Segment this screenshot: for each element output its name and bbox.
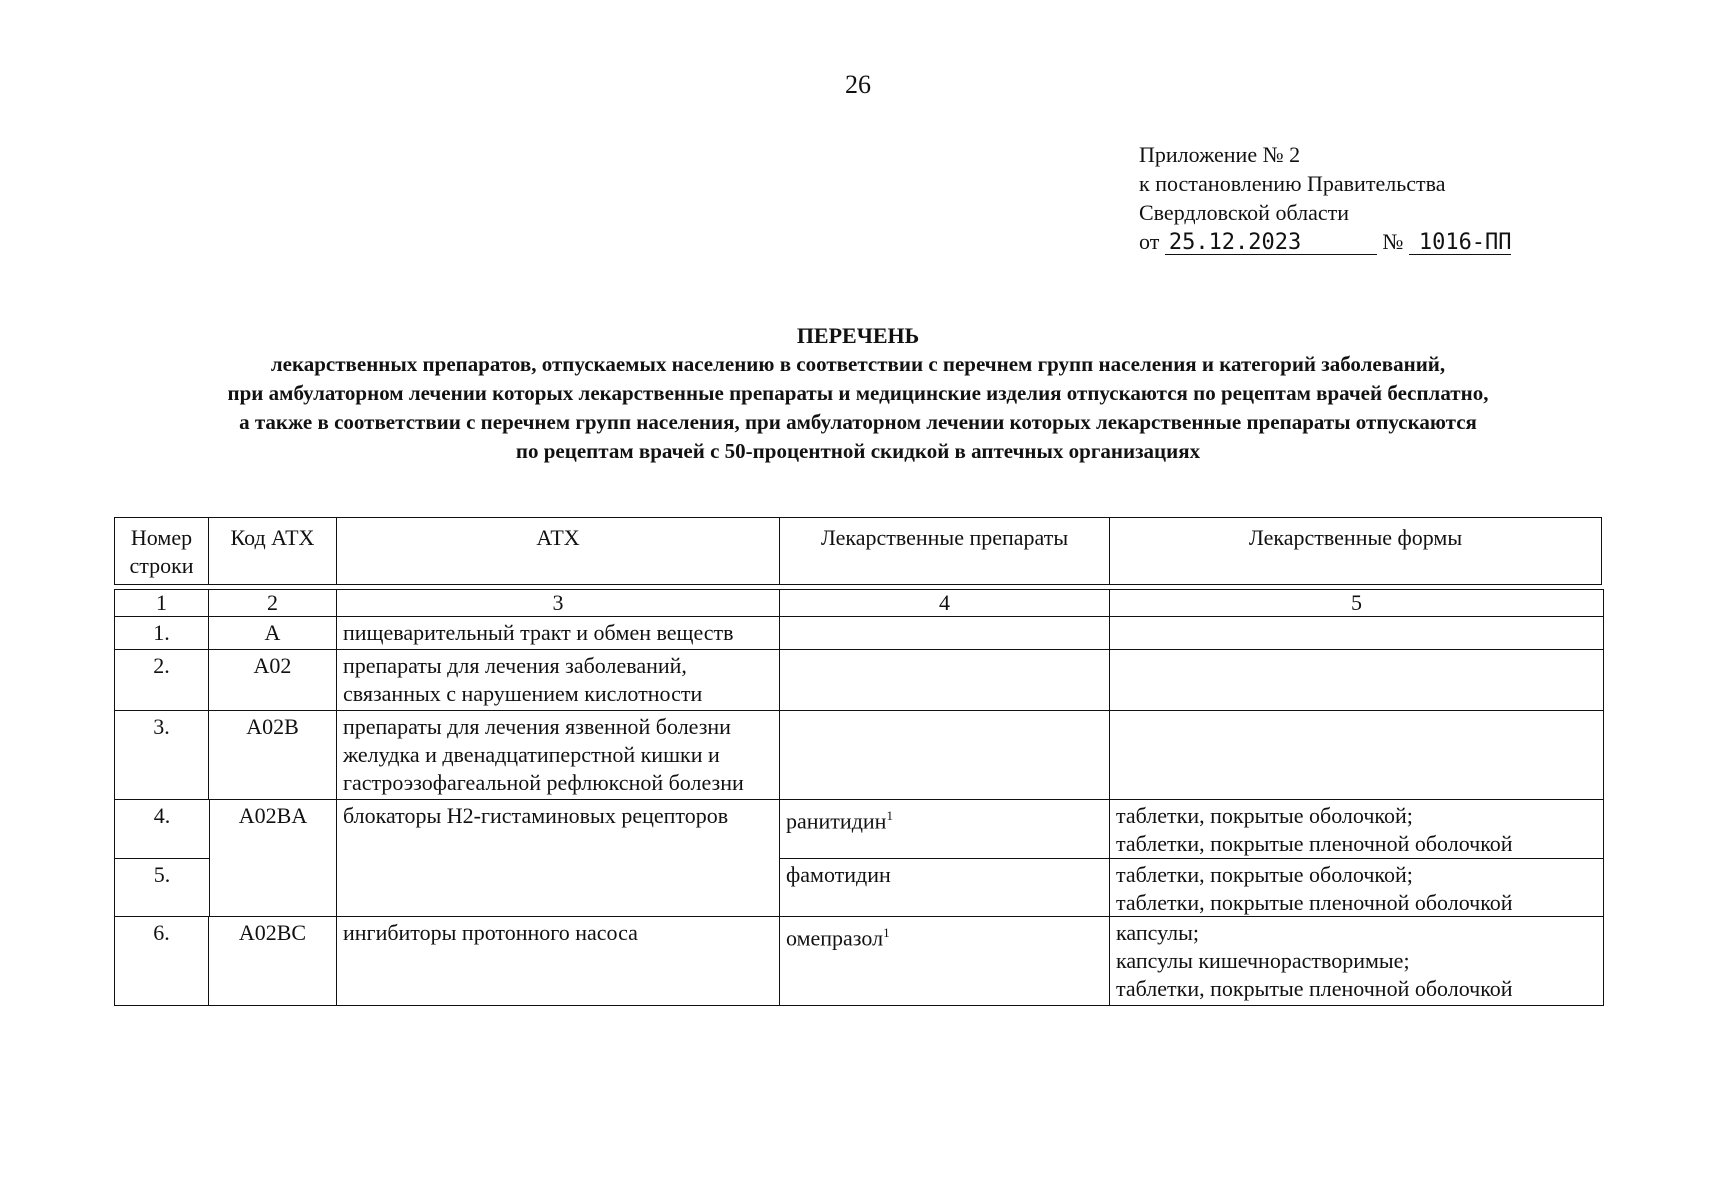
column-number: 1 xyxy=(115,590,209,616)
document-subtitle: лекарственных препаратов, отпускаемых населению в соответствии с перечнем групп населения и категорий заболеваний, при амбулаторном лечении которых лекарственные препараты и медицинские изделия отпускаются по рецептам врачей бесплатно, а также в соответствии с перечнем групп населения, при амбулаторном лечении которых лекарственные препараты отпускаются по рецептам врачей с 50-процентной скидкой в аптечных организациях xyxy=(227,352,1489,463)
table-row xyxy=(115,616,1603,649)
drug-name xyxy=(780,650,1110,710)
drug-name xyxy=(780,917,1110,1005)
atx-name: ингибиторы протонного насоса xyxy=(337,917,780,1005)
table-row xyxy=(780,858,1603,916)
row-number-column xyxy=(115,800,209,916)
table-header xyxy=(114,517,1602,585)
drug-name-text: ранитидин xyxy=(786,808,887,834)
row-number: 1. xyxy=(115,617,209,649)
header-atx-code: Код АТХ xyxy=(209,518,337,584)
atx-code: A02BA xyxy=(209,800,337,916)
drug-subrows xyxy=(780,800,1603,916)
atx-code: A02 xyxy=(209,650,337,710)
table-row xyxy=(115,710,1603,799)
appendix-date-line xyxy=(1139,227,1511,256)
atx-code: A02BC xyxy=(209,917,337,1005)
appendix-line-3: Свердловской области xyxy=(1139,200,1349,225)
drug-forms: капсулы; капсулы кишечнорастворимые; таблетки, покрытые пленочной оболочкой xyxy=(1116,920,1513,1001)
drug-forms xyxy=(1110,617,1603,649)
header-atx: АТХ xyxy=(337,518,780,584)
document-title: ПЕРЕЧЕНЬ xyxy=(796,323,920,348)
atx-name: препараты для лечения язвенной болезни желудка и двенадцатиперстной кишки и гастроэзофагеальной рефлюксной болезни xyxy=(337,711,780,799)
atx-name: препараты для лечения заболеваний, связанных с нарушением кислотности xyxy=(337,650,780,710)
atx-name: блокаторы H2-гистаминовых рецепторов xyxy=(337,800,780,916)
number-value: 1016-ПП xyxy=(1409,232,1511,255)
row-number: 5. xyxy=(153,862,171,887)
atx-name: пищеварительный тракт и обмен веществ xyxy=(337,617,780,649)
table-row xyxy=(115,858,209,916)
table-row xyxy=(115,649,1603,710)
drug-name-text: омепразол xyxy=(786,925,884,951)
date-value: 25.12.2023 xyxy=(1165,232,1377,255)
header-forms: Лекарственные формы xyxy=(1248,525,1463,550)
drug-name xyxy=(780,617,1110,649)
header-drugs: Лекарственные препараты xyxy=(780,518,1110,584)
column-number: 4 xyxy=(780,590,1110,616)
atx-code: A02B xyxy=(209,711,337,799)
number-prefix: № xyxy=(1382,229,1404,254)
column-number-row xyxy=(115,590,1603,616)
header-row-number: Номер строки xyxy=(115,518,209,584)
appendix-line-1: Приложение № 2 xyxy=(1139,142,1301,167)
row-number: 6. xyxy=(115,917,209,1005)
table-row xyxy=(115,916,1603,1005)
page-number: 26 xyxy=(845,70,871,99)
drug-forms: таблетки, покрытые оболочкой; таблетки, покрытые пленочной оболочкой xyxy=(1116,862,1513,915)
row-number: 4. xyxy=(153,803,171,828)
atx-code: A xyxy=(209,617,337,649)
appendix-line-2: к постановлению Правительства xyxy=(1139,171,1446,196)
drug-name xyxy=(780,711,1110,799)
table-row xyxy=(780,800,1603,858)
drug-forms xyxy=(1110,711,1603,799)
appendix-block xyxy=(1139,140,1511,256)
footnote-marker: 1 xyxy=(886,808,893,823)
drug-name xyxy=(780,800,1110,858)
column-number: 3 xyxy=(337,590,780,616)
table-row xyxy=(115,800,209,858)
column-number: 5 xyxy=(1351,590,1362,615)
drug-name: фамотидин xyxy=(780,859,1110,916)
footnote-marker: 1 xyxy=(883,925,890,940)
date-prefix: от xyxy=(1139,229,1160,254)
row-number: 2. xyxy=(115,650,209,710)
drug-table xyxy=(114,589,1604,1006)
column-number: 2 xyxy=(209,590,337,616)
drug-forms: таблетки, покрытые оболочкой; таблетки, покрытые пленочной оболочкой xyxy=(1116,803,1513,856)
drug-forms xyxy=(1110,650,1603,710)
row-number: 3. xyxy=(115,711,209,799)
table-row-group xyxy=(115,799,1603,916)
